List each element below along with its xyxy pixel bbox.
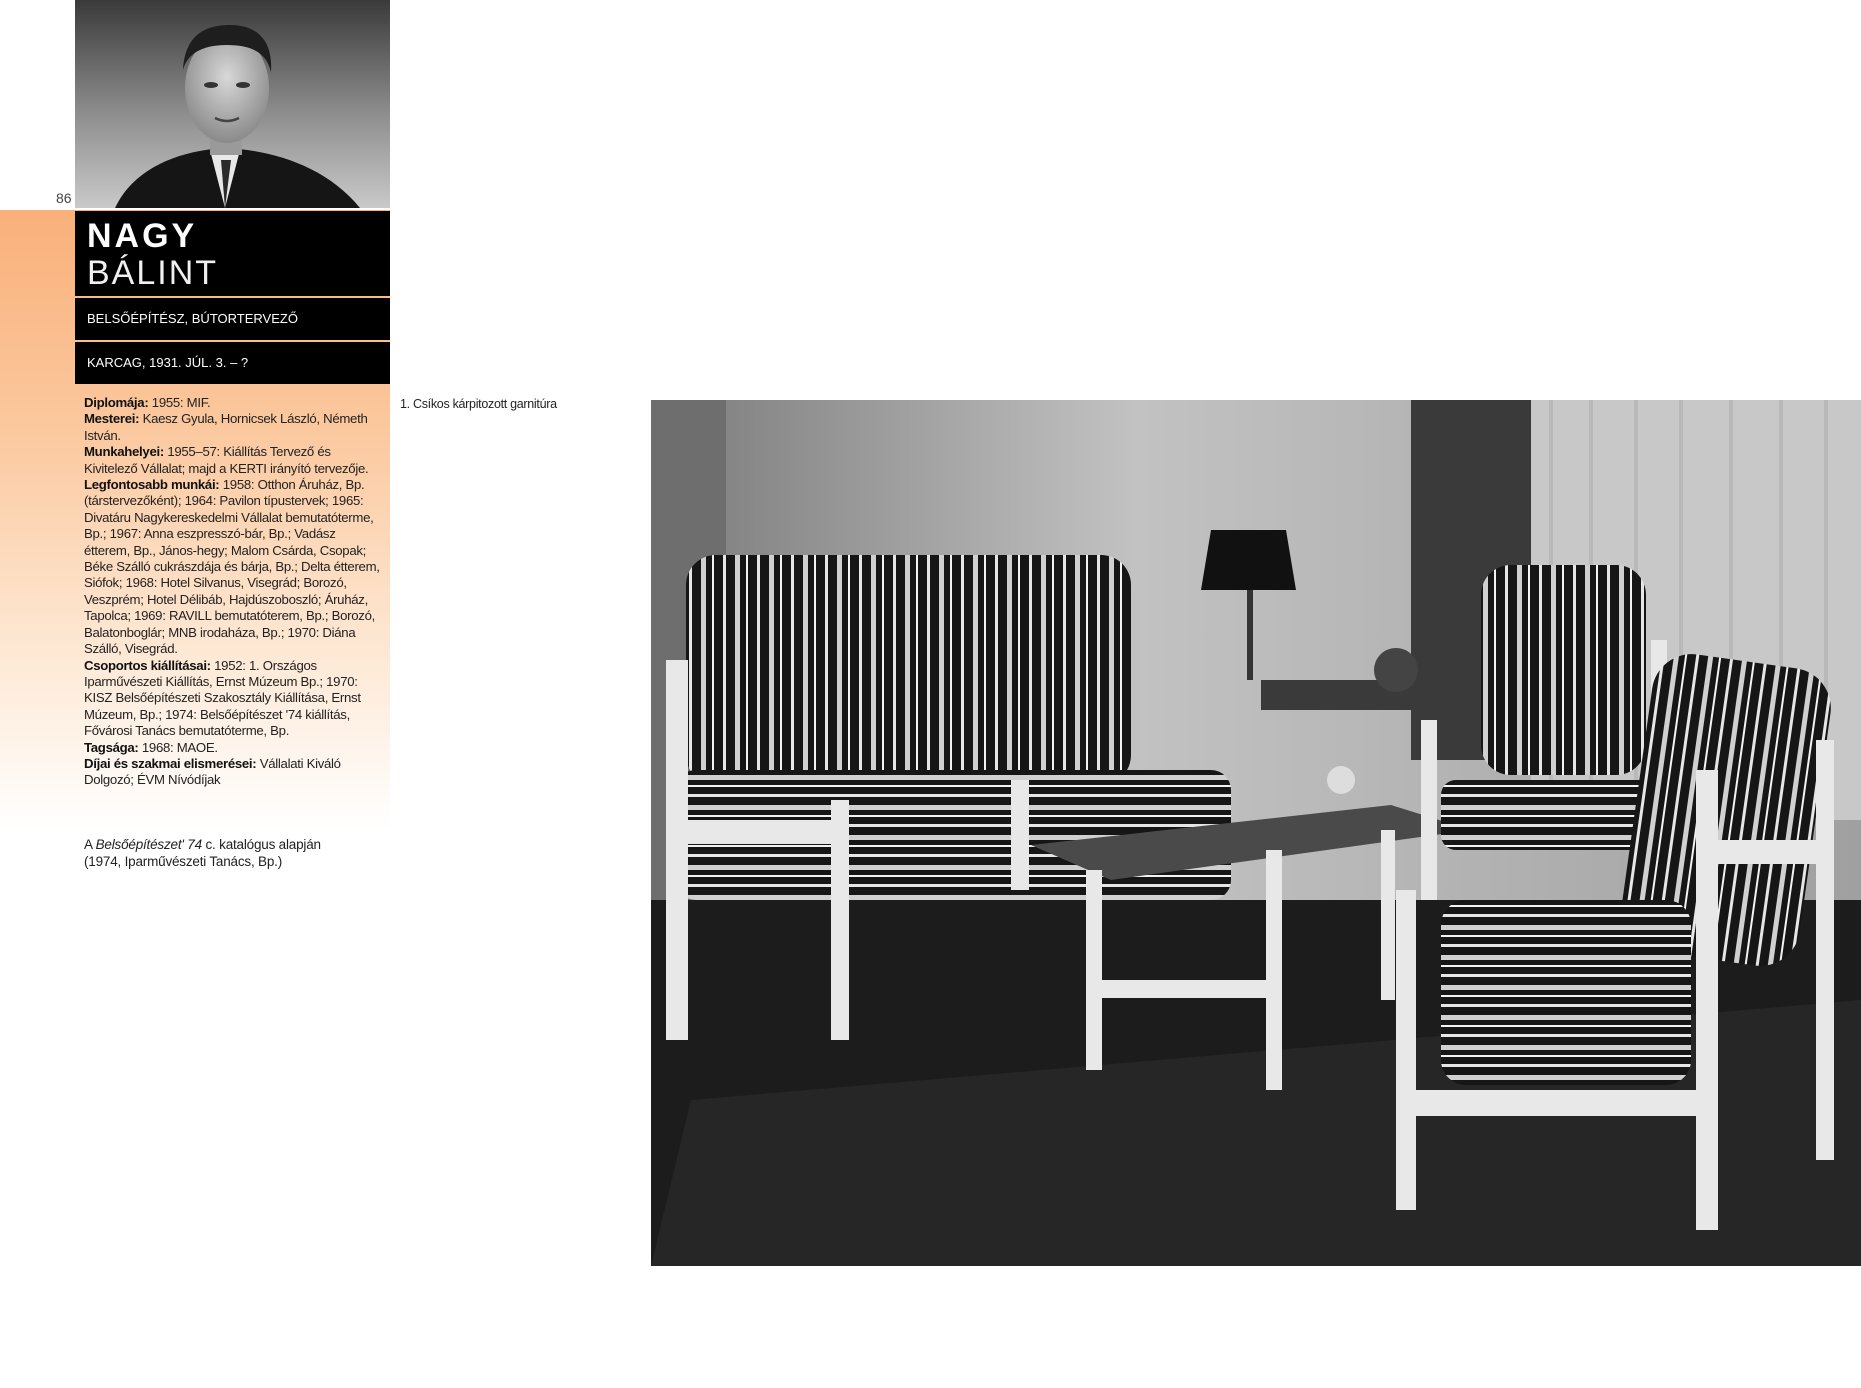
page-number: 86	[56, 190, 72, 206]
bio-text: Vállalati Kiváló Dolgozó; ÉVM Nívódíjak	[84, 755, 341, 788]
bio-label: Mesterei:	[84, 411, 140, 427]
furniture-photo	[651, 400, 1861, 1266]
bio-label: Díjai és szakmai elismerései:	[84, 755, 257, 771]
source-title: Belsőépítészet' 74	[95, 837, 202, 852]
bio-entry	[84, 444, 384, 477]
bio-label: Tagsága:	[84, 739, 139, 755]
birth-bar: KARCAG, 1931. JÚL. 3. – ?	[75, 342, 390, 384]
bio-text: 1955–57: Kiállítás Tervező és Kivitelező Vállalat; majd a KERTI irányító tervezője.	[84, 444, 369, 476]
name-block	[75, 211, 390, 296]
bio-label: Legfontosabb munkái:	[84, 477, 220, 493]
bio-entry	[84, 658, 384, 740]
bio-label: Csoportos kiállításai:	[84, 657, 211, 673]
bio-text: 1958: Otthon Áruház, Bp. (társtervezőként); 1964: Pavilon típustervek; 1965: Divatáru Nagykereskedelmi Vállalat bemutatóterme, Bp.; 1967: Anna eszpresszó-bár, Bp.; Vadász étterem, Bp., János-hegy; Malom Csárda, Csopak; Béke Szálló cukrászdája és bárja, Bp.; Delta étterem, Siófok; 1968: Hotel Silvanus, Visegrád; Borozó, Veszprém; Hotel Délibáb, Hajdúszoboszló; Áruház, Tapolca; 1969: RAVILL bemutatóterem, Bp.; Borozó, Balatonboglár; MNB irodaháza, Bp.; 1970: Diána Szálló, Visegrád.	[84, 477, 380, 657]
source-suffix: c. katalógus alapján	[201, 837, 321, 852]
first-name: NAGY	[87, 217, 198, 255]
bio-entry	[84, 395, 384, 411]
photo-caption: 1. Csíkos kárpitozott garnitúra	[400, 397, 557, 411]
bio-label: Diplomája:	[84, 395, 149, 410]
bio-entry	[84, 411, 384, 444]
bio-text: Kaesz Gyula, Hornicsek László, Németh István.	[84, 411, 368, 443]
bio-text: 1968: MAOE.	[138, 739, 218, 755]
bio-entry	[84, 756, 384, 789]
source-prefix: A	[84, 837, 96, 852]
bio-text: 1955: MIF.	[148, 395, 211, 410]
profession-bar: BELSŐÉPÍTÉSZ, BÚTORTERVEZŐ	[75, 298, 390, 340]
bio-text: 1952: 1. Országos Iparművészeti Kiállítás, Ernst Múzeum Bp.; 1970: KISZ Belsőépítészeti Szakosztály Kiállítása, Ernst Múzeum, Bp.; 1974: Belsőépítészet '74 kiállítás, Fővárosi Tanács bemutatóterme, Bp.	[84, 657, 361, 739]
last-name: BÁLINT	[87, 254, 219, 292]
biography	[84, 395, 384, 789]
source-line2: (1974, Iparművészeti Tanács, Bp.)	[84, 854, 283, 869]
bio-label: Munkahelyei:	[84, 444, 164, 460]
bio-entry	[84, 477, 384, 657]
portrait-photo	[75, 0, 390, 208]
source-note	[84, 836, 384, 870]
bio-entry	[84, 740, 384, 756]
